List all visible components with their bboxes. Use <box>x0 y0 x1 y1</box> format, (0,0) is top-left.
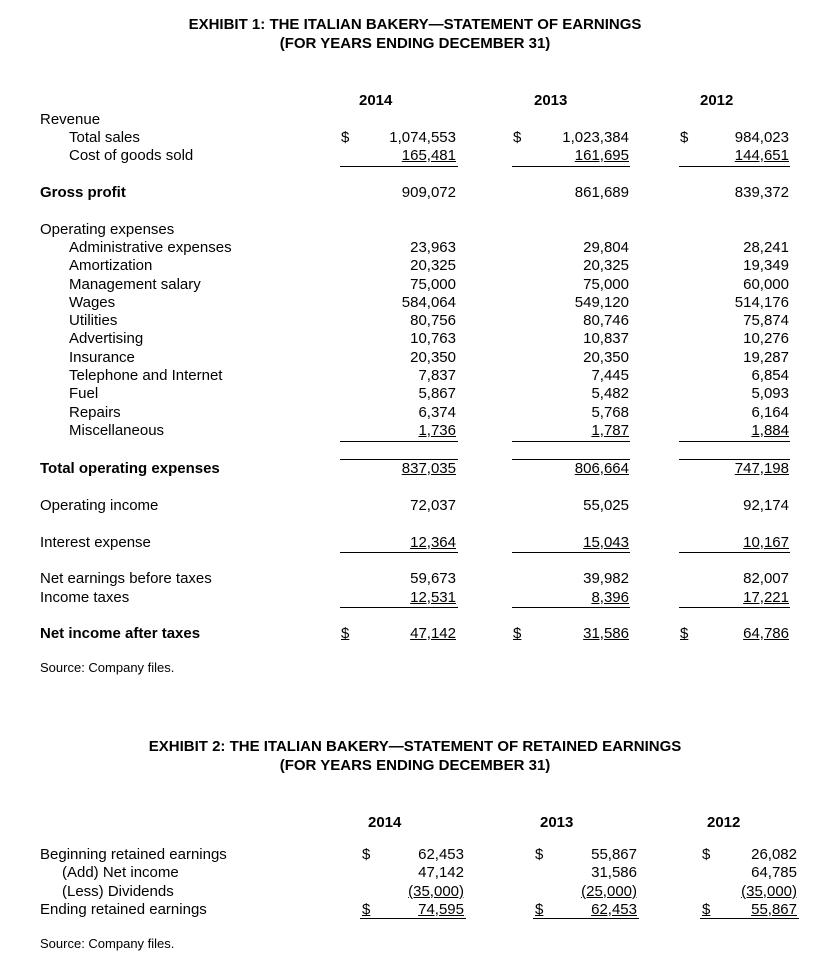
total-sales-2014: 1,074,553 <box>389 129 456 146</box>
cogs-2012: 144,651 <box>734 147 789 164</box>
total-opex-2013: 806,664 <box>574 460 629 477</box>
operating-income-2014: 72,037 <box>410 497 456 514</box>
opex-value: 1,787 <box>591 421 629 439</box>
divider <box>512 607 630 608</box>
opex-value: 6,854 <box>751 367 789 385</box>
total-sales-2012: 984,023 <box>734 129 789 146</box>
opex-value: 75,000 <box>410 275 456 293</box>
currency-symbol: $ <box>680 625 689 642</box>
re-value: 55,867 <box>751 900 797 918</box>
opex-value: 80,756 <box>410 312 456 330</box>
opex-value: 1,884 <box>751 421 789 439</box>
opex-values-2012 <box>735 239 789 440</box>
year-header-2014: 2014 <box>368 814 402 831</box>
divider <box>679 166 790 167</box>
opex-value: 584,064 <box>401 293 456 311</box>
opex-value: 60,000 <box>743 275 789 293</box>
divider <box>340 552 458 553</box>
ebt-2014: 59,673 <box>410 570 456 587</box>
exhibit1-title <box>0 15 830 53</box>
exhibit1-source: Source: Company files. <box>40 660 175 675</box>
currency-symbol: $ <box>362 901 371 918</box>
retained-earnings-2013 <box>581 846 637 919</box>
opex-value: 5,768 <box>591 403 629 421</box>
interest-expense-label: Interest expense <box>40 534 151 551</box>
net-income-2014: 47,142 <box>410 625 456 642</box>
total-opex-label: Total operating expenses <box>40 460 220 477</box>
gross-profit-2014: 909,072 <box>401 184 456 201</box>
divider <box>340 607 458 608</box>
opex-value: 75,000 <box>583 275 629 293</box>
currency-symbol: $ <box>702 846 711 863</box>
add-net-income-label: (Add) Net income <box>62 864 179 882</box>
divider <box>360 918 466 919</box>
opex-values-2014 <box>402 239 456 440</box>
currency-symbol: $ <box>702 901 711 918</box>
exhibit1-title-line1: EXHIBIT 1: THE ITALIAN BAKERY—STATEMENT OF EARNINGS <box>188 16 642 33</box>
opex-item-label: Management salary <box>69 275 201 293</box>
opex-value: 80,746 <box>583 312 629 330</box>
opex-value: 10,276 <box>743 330 789 348</box>
opex-value: 20,325 <box>410 257 456 275</box>
opex-item-label: Administrative expenses <box>69 239 232 256</box>
re-value: 31,586 <box>591 864 637 882</box>
opex-value: 5,482 <box>591 385 629 403</box>
opex-value: 7,837 <box>418 367 456 385</box>
currency-symbol: $ <box>362 846 371 863</box>
opex-item-label: Repairs <box>69 403 121 421</box>
opex-value: 75,874 <box>743 312 789 330</box>
interest-expense-2014: 12,364 <box>410 534 456 551</box>
re-value: 26,082 <box>751 846 797 863</box>
opex-value: 19,349 <box>743 257 789 275</box>
re-value: (35,000) <box>741 882 797 900</box>
opex-item-label: Wages <box>69 293 116 311</box>
opex-value: 514,176 <box>734 293 789 311</box>
currency-symbol: $ <box>513 625 522 642</box>
divider <box>700 918 799 919</box>
re-value: 62,453 <box>418 846 464 863</box>
re-value: (25,000) <box>581 882 637 900</box>
cogs-2014: 165,481 <box>401 147 456 164</box>
year-header-2014: 2014 <box>359 92 393 109</box>
opex-item-label: Insurance <box>69 348 135 366</box>
operating-income-2013: 55,025 <box>583 497 629 514</box>
divider <box>679 607 790 608</box>
opex-item-label: Fuel <box>69 385 99 403</box>
divider <box>533 918 639 919</box>
divider <box>512 166 630 167</box>
currency-symbol: $ <box>341 129 350 146</box>
opex-item-label: Advertising <box>69 330 144 348</box>
opex-value: 1,736 <box>418 421 456 439</box>
net-income-2012: 64,786 <box>743 625 789 642</box>
revenue-header: Revenue <box>40 111 101 128</box>
year-header-2012: 2012 <box>707 814 741 831</box>
divider <box>340 459 458 460</box>
ebt-2012: 82,007 <box>743 570 789 587</box>
total-sales-2013: 1,023,384 <box>562 129 629 146</box>
exhibit1-title-line2: (FOR YEARS ENDING DECEMBER 31) <box>279 35 551 52</box>
net-income-label: Net income after taxes <box>40 625 201 642</box>
income-taxes-label: Income taxes <box>40 589 130 606</box>
operating-income-label: Operating income <box>40 497 159 514</box>
re-value: (35,000) <box>408 882 464 900</box>
cogs-label: Cost of goods sold <box>69 147 194 164</box>
opex-value: 5,867 <box>418 385 456 403</box>
opex-value: 549,120 <box>574 293 629 311</box>
operating-income-2012: 92,174 <box>743 497 789 514</box>
year-header-2013: 2013 <box>534 92 568 109</box>
opex-value: 7,445 <box>591 367 629 385</box>
divider <box>512 459 630 460</box>
gross-profit-label: Gross profit <box>40 184 126 201</box>
opex-value: 5,093 <box>751 385 789 403</box>
opex-value: 10,763 <box>410 330 456 348</box>
opex-item-label: Telephone and Internet <box>69 367 223 385</box>
retained-earnings-labels <box>40 846 227 919</box>
divider <box>679 441 790 442</box>
opex-header: Operating expenses <box>40 221 175 238</box>
gross-profit-2012: 839,372 <box>734 184 789 201</box>
year-header-2013: 2013 <box>540 814 574 831</box>
opex-value: 20,350 <box>410 348 456 366</box>
exhibit2-source: Source: Company files. <box>40 936 175 951</box>
opex-value: 29,804 <box>583 239 629 256</box>
re-value: 64,785 <box>751 864 797 882</box>
interest-expense-2012: 10,167 <box>743 534 789 551</box>
retained-earnings-2012 <box>741 846 797 919</box>
exhibit2-title-line1: EXHIBIT 2: THE ITALIAN BAKERY—STATEMENT OF RETAINED EARNINGS <box>148 738 682 755</box>
opex-value: 6,374 <box>418 403 456 421</box>
opex-item-label: Miscellaneous <box>69 421 165 439</box>
currency-symbol: $ <box>513 129 522 146</box>
divider <box>340 166 458 167</box>
total-sales-label: Total sales <box>69 129 140 146</box>
ebt-label: Net earnings before taxes <box>40 570 212 587</box>
re-value: 62,453 <box>591 900 637 918</box>
income-taxes-2013: 8,396 <box>591 589 629 606</box>
beginning-re-label: Beginning retained earnings <box>40 846 227 863</box>
divider <box>512 552 630 553</box>
opex-item-label: Amortization <box>69 257 153 275</box>
opex-value: 20,325 <box>583 257 629 275</box>
opex-value: 28,241 <box>743 239 789 256</box>
divider <box>679 459 790 460</box>
re-value: 74,595 <box>418 900 464 918</box>
currency-symbol: $ <box>680 129 689 146</box>
opex-value: 19,287 <box>743 348 789 366</box>
ebt-2013: 39,982 <box>583 570 629 587</box>
currency-symbol: $ <box>341 625 350 642</box>
year-header-2012: 2012 <box>700 92 734 109</box>
less-dividends-label: (Less) Dividends <box>62 882 174 900</box>
opex-value: 20,350 <box>583 348 629 366</box>
opex-value: 10,837 <box>583 330 629 348</box>
divider <box>679 552 790 553</box>
opex-value: 6,164 <box>751 403 789 421</box>
net-income-2013: 31,586 <box>583 625 629 642</box>
ending-re-label: Ending retained earnings <box>40 900 207 918</box>
opex-value: 23,963 <box>410 239 456 256</box>
cogs-2013: 161,695 <box>574 147 629 164</box>
exhibit2-title-line2: (FOR YEARS ENDING DECEMBER 31) <box>279 757 551 774</box>
retained-earnings-2014 <box>408 846 464 919</box>
income-taxes-2014: 12,531 <box>410 589 456 606</box>
divider <box>340 441 458 442</box>
opex-labels <box>69 239 232 440</box>
exhibit2-title <box>0 737 830 775</box>
opex-item-label: Utilities <box>69 312 118 330</box>
gross-profit-2013: 861,689 <box>574 184 629 201</box>
re-value: 55,867 <box>591 846 637 863</box>
interest-expense-2013: 15,043 <box>583 534 629 551</box>
re-value: 47,142 <box>418 864 464 882</box>
total-opex-2014: 837,035 <box>401 460 456 477</box>
opex-values-2013 <box>575 239 629 440</box>
income-taxes-2012: 17,221 <box>743 589 789 606</box>
currency-symbol: $ <box>535 901 544 918</box>
divider <box>512 441 630 442</box>
total-opex-2012: 747,198 <box>734 460 789 477</box>
currency-symbol: $ <box>535 846 544 863</box>
